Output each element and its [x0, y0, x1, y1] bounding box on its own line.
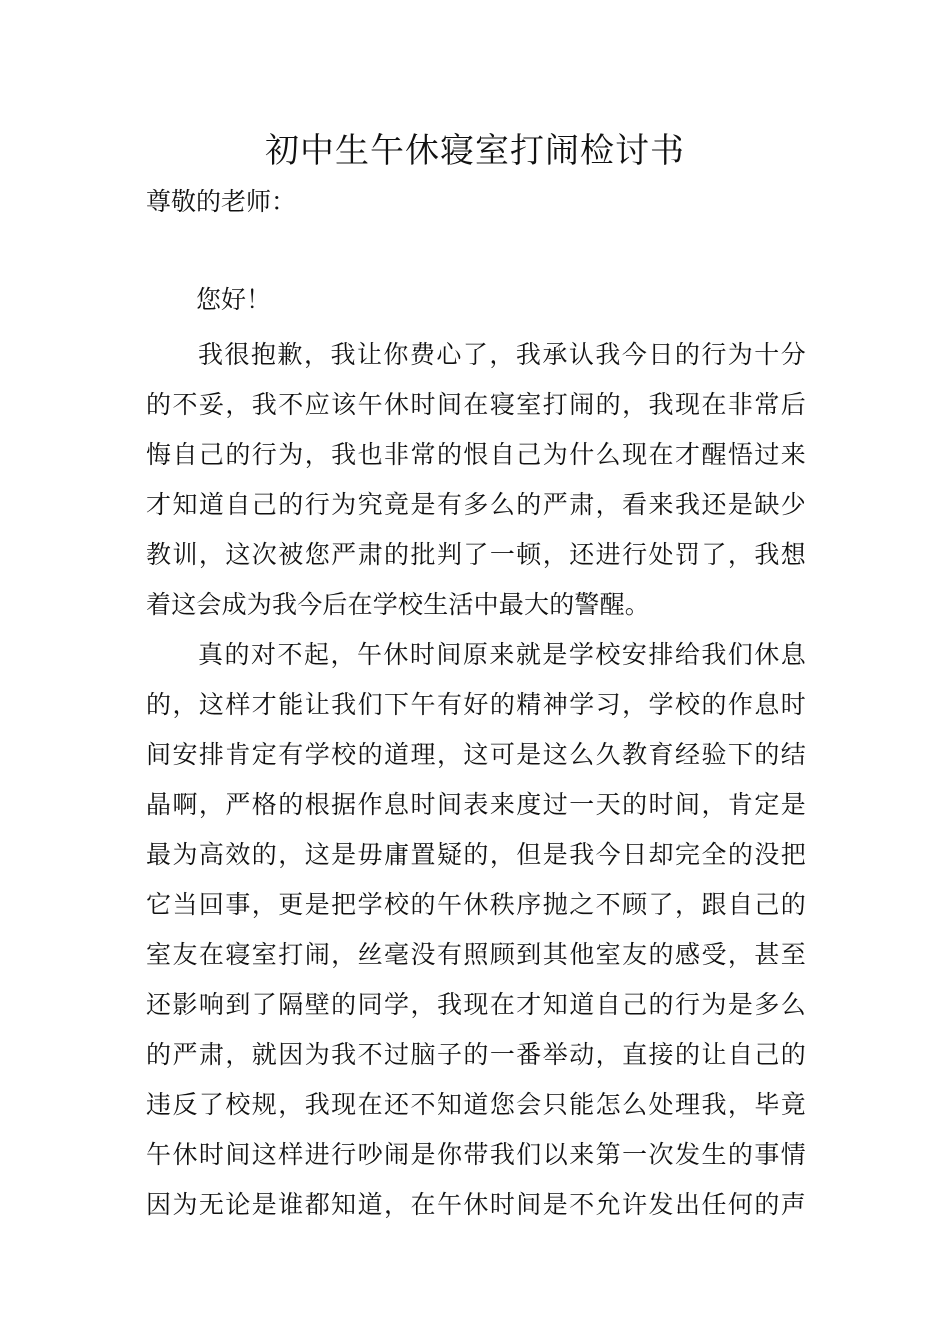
paragraph-line: 间安排肯定有学校的道理，这可是这么久教育经验下的结: [146, 740, 806, 769]
paragraph-line: 的不妥，我不应该午休时间在寝室打闹的，我现在非常后: [146, 390, 806, 419]
salutation: 尊敬的老师：: [146, 187, 297, 216]
paragraph-line: 因为无论是谁都知道，在午休时间是不允许发出任何的声: [146, 1190, 806, 1219]
paragraph-line: 着这会成为我今后在学校生活中最大的警醒。: [146, 590, 651, 619]
paragraph-line: 最为高效的，这是毋庸置疑的，但是我今日却完全的没把: [146, 840, 806, 869]
paragraph-line: 的严肃，就因为我不过脑子的一番举动，直接的让自己的: [146, 1040, 806, 1069]
paragraph-line: 真的对不起，午休时间原来就是学校安排给我们休息: [198, 640, 806, 669]
greeting: 您好！: [196, 285, 272, 314]
paragraph-line: 违反了校规，我现在还不知道您会只能怎么处理我，毕竟: [146, 1090, 806, 1119]
paragraph-line: 晶啊，严格的根据作息时间表来度过一天的时间，肯定是: [146, 790, 806, 819]
paragraph-line: 还影响到了隔壁的同学，我现在才知道自己的行为是多么: [146, 990, 806, 1019]
paragraph-line: 教训，这次被您严肃的批判了一顿，还进行处罚了，我想: [146, 540, 806, 569]
paragraph-line: 才知道自己的行为究竟是有多么的严肃，看来我还是缺少: [146, 490, 806, 519]
paragraph-line: 它当回事，更是把学校的午休秩序抛之不顾了，跟自己的: [146, 890, 806, 919]
body-text: [146, 330, 806, 1230]
paragraph-line: 悔自己的行为，我也非常的恨自己为什么现在才醒悟过来: [146, 440, 806, 469]
paragraph-line: 室友在寝室打闹，丝毫没有照顾到其他室友的感受，甚至: [146, 940, 806, 969]
paragraph-line: 的，这样才能让我们下午有好的精神学习，学校的作息时: [146, 690, 806, 719]
document-title: 初中生午休寝室打闹检讨书: [265, 131, 685, 171]
paragraph-line: 我很抱歉，我让你费心了，我承认我今日的行为十分: [198, 340, 806, 369]
paragraph-line: 午休时间这样进行吵闹是你带我们以来第一次发生的事情: [146, 1140, 806, 1169]
